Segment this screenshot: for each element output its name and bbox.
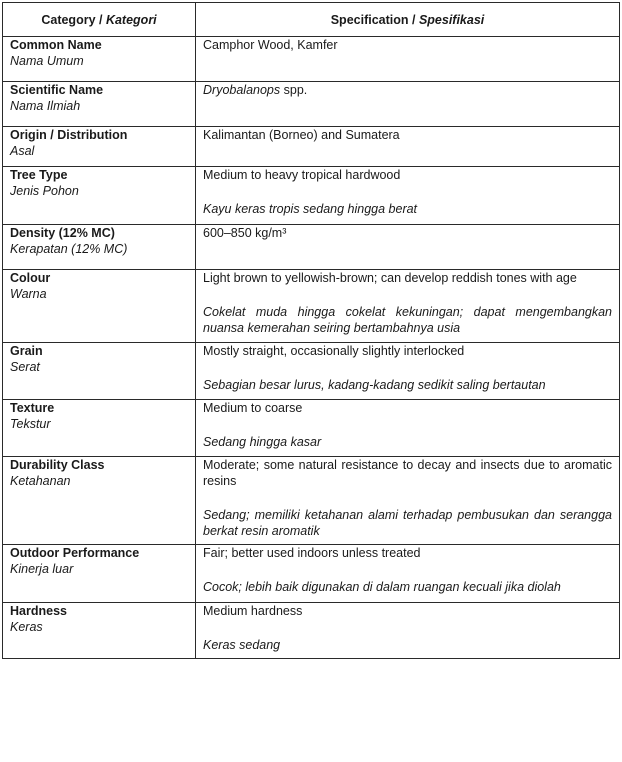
table-row — [3, 545, 620, 603]
table-row — [3, 603, 620, 659]
spec-cell — [196, 343, 620, 400]
table-row — [3, 457, 620, 545]
category-label: Common Name — [10, 38, 102, 52]
spec-cell — [196, 127, 620, 167]
table-row — [3, 343, 620, 400]
category-label: Tree Type — [10, 168, 68, 182]
category-cell — [3, 400, 196, 457]
category-label-id: Jenis Pohon — [10, 184, 79, 198]
spec-cell — [196, 400, 620, 457]
spec-cell — [196, 82, 620, 127]
spec-cell — [196, 37, 620, 82]
spec-cell — [196, 167, 620, 225]
spec-value-id: Sedang hingga kasar — [203, 435, 322, 449]
spec-value: Medium to coarse — [203, 401, 303, 415]
category-cell — [3, 82, 196, 127]
category-cell — [3, 270, 196, 343]
category-label-id: Kinerja luar — [10, 562, 74, 576]
spec-value-id: Kayu keras tropis sedang hingga berat — [203, 202, 418, 216]
header-category: Category / Kategori — [3, 3, 196, 37]
category-label-id: Nama Ilmiah — [10, 99, 81, 113]
category-label-id: Warna — [10, 287, 47, 301]
category-cell — [3, 167, 196, 225]
table-row — [3, 225, 620, 270]
spec-value: Mostly straight, occasionally slightly interlocked — [203, 344, 465, 358]
category-label-id: Ketahanan — [10, 474, 71, 488]
category-label-id: Nama Umum — [10, 54, 84, 68]
category-label-id: Kerapatan (12% MC) — [10, 242, 128, 256]
category-label: Density (12% MC) — [10, 226, 115, 240]
spec-cell — [196, 603, 620, 659]
spec-cell — [196, 270, 620, 343]
table-row — [3, 167, 620, 225]
category-label-id: Serat — [10, 360, 40, 374]
table-row — [3, 37, 620, 82]
table-row — [3, 82, 620, 127]
category-label: Origin / Distribution — [10, 128, 128, 142]
category-cell — [3, 343, 196, 400]
wood-specification-table — [2, 2, 620, 659]
spec-value: 600–850 kg/m³ — [203, 226, 287, 240]
category-label: Durability Class — [10, 458, 105, 472]
category-cell — [3, 545, 196, 603]
spec-value-id: Keras sedang — [203, 638, 281, 652]
spec-value: Moderate; some natural resistance to decay and insects due to aromatic resins — [203, 458, 612, 488]
spec-value: Camphor Wood, Kamfer — [203, 38, 338, 52]
spec-value: Light brown to yellowish-brown; can develop reddish tones with age — [203, 271, 577, 285]
spec-value: Kalimantan (Borneo) and Sumatera — [203, 128, 400, 142]
genus-name: Dryobalanops — [203, 83, 281, 97]
spec-value: Medium to heavy tropical hardwood — [203, 168, 401, 182]
table-row — [3, 400, 620, 457]
category-cell — [3, 225, 196, 270]
spec-cell — [196, 225, 620, 270]
header-specification: Specification / Spesifikasi — [196, 3, 620, 37]
spec-cell — [196, 457, 620, 545]
category-label-id: Tekstur — [10, 417, 51, 431]
category-label: Hardness — [10, 604, 67, 618]
table-row — [3, 270, 620, 343]
spec-value: Fair; better used indoors unless treated — [203, 546, 421, 560]
category-cell — [3, 127, 196, 167]
table-row — [3, 127, 620, 167]
table-header-row — [3, 3, 620, 37]
spec-value-id: Cocok; lebih baik digunakan di dalam ruangan kecuali jika diolah — [203, 580, 561, 594]
category-cell — [3, 37, 196, 82]
spec-value-id: Sedang; memiliki ketahanan alami terhadap pembusukan dan serangga berkat resin aromatik — [203, 508, 612, 538]
category-label: Outdoor Performance — [10, 546, 140, 560]
spec-cell — [196, 545, 620, 603]
spec-value-id: Sebagian besar lurus, kadang-kadang sedikit saling bertautan — [203, 378, 546, 392]
spec-value-id: Cokelat muda hingga cokelat kekuningan; dapat mengembangkan nuansa kemerahan seiring bertambahnya usia — [203, 305, 612, 335]
category-label: Texture — [10, 401, 55, 415]
category-label: Grain — [10, 344, 43, 358]
spec-value: Medium hardness — [203, 604, 303, 618]
category-label: Colour — [10, 271, 51, 285]
category-cell — [3, 603, 196, 659]
category-cell — [3, 457, 196, 545]
category-label-id: Keras — [10, 620, 43, 634]
category-label-id: Asal — [10, 144, 35, 158]
spec-value: Dryobalanops spp. — [203, 83, 308, 97]
category-label: Scientific Name — [10, 83, 104, 97]
